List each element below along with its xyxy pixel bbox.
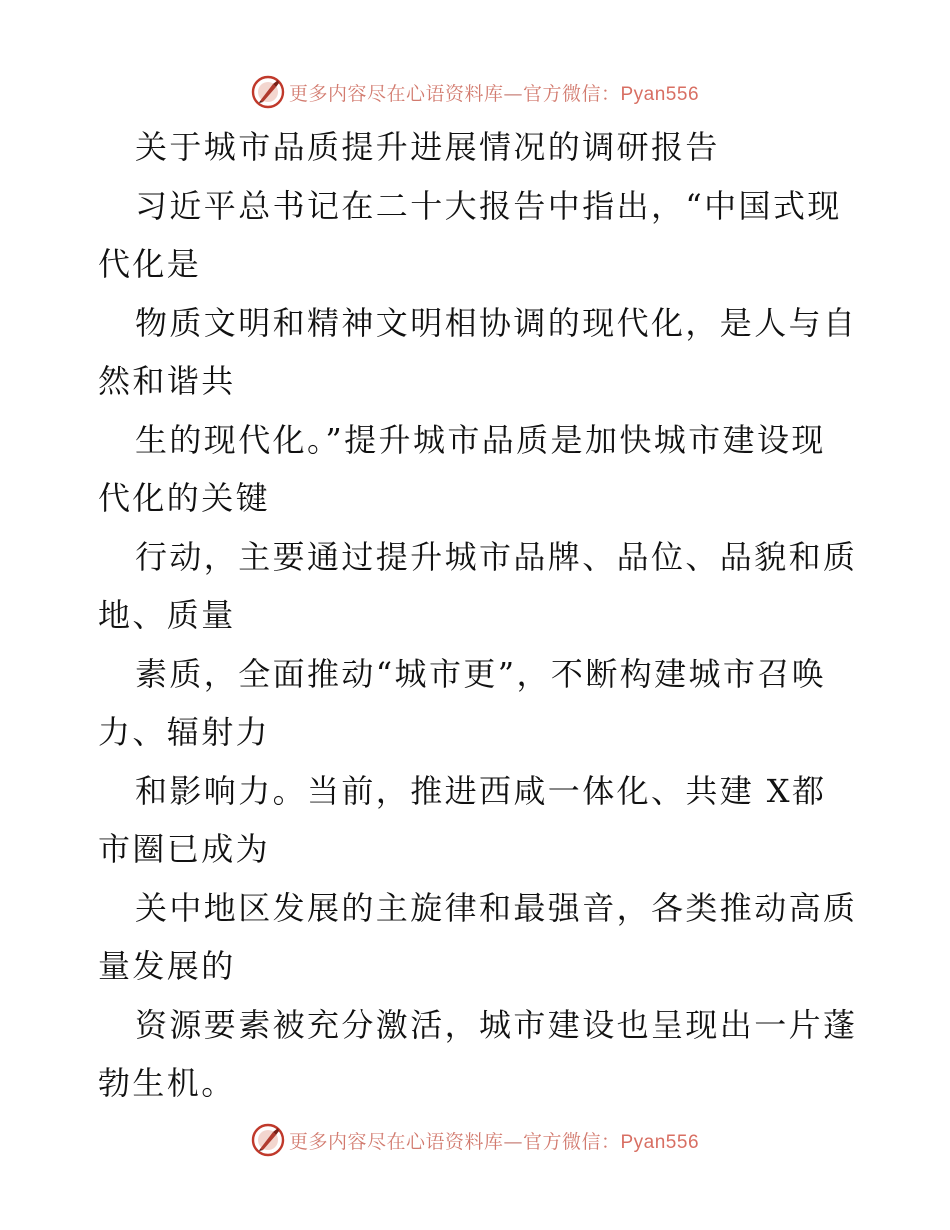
paragraph-line: 地、质量 — [98, 596, 236, 634]
paragraph-line: 力、辐射力 — [98, 713, 271, 751]
watermark-wechat-label: 官方微信： — [522, 1130, 621, 1153]
paragraph-line: 市圈已成为 — [98, 830, 271, 868]
paragraph-line: 关中地区发展的主旋律和最强音，各类推动高质 — [135, 889, 858, 927]
paragraph-line: 生的现代化。”提升城市品质是加快城市建设现 — [135, 421, 826, 459]
watermark-wechat-label: 官方微信： — [522, 82, 621, 105]
watermark-text — [289, 1127, 699, 1154]
paragraph-line: 勃生机。 — [98, 1064, 236, 1102]
watermark-brand: 更多内容尽在心语资料库 — [288, 1130, 504, 1153]
paragraph-line: 和影响力。当前，推进西咸一体化、共建 X都 — [135, 772, 827, 810]
paragraph-line: 量发展的 — [98, 947, 236, 985]
document-title: 关于城市品质提升进展情况的调研报告 — [135, 128, 720, 166]
watermark-separator: — — [503, 1130, 523, 1153]
paragraph-line: 代化的关键 — [98, 479, 271, 517]
paragraph-line: 然和谐共 — [98, 362, 236, 400]
paragraph-line: 代化是 — [98, 245, 202, 283]
paragraph-line: 资源要素被充分激活，城市建设也呈现出一片蓬 — [135, 1006, 858, 1044]
paragraph-line: 行动，主要通过提升城市品牌、品位、品貌和质 — [135, 538, 858, 576]
quill-logo-icon — [251, 1123, 285, 1157]
paragraph-line: 素质，全面推动“城市更”，不断构建城市召唤 — [135, 655, 827, 693]
watermark-brand: 更多内容尽在心语资料库 — [288, 82, 504, 105]
watermark-wechat-id: Pyan556 — [620, 1131, 700, 1153]
paragraph-line: 习近平总书记在二十大报告中指出，“中国式现 — [135, 187, 842, 225]
footer-watermark — [0, 1120, 950, 1160]
watermark-wechat-id: Pyan556 — [620, 83, 700, 105]
watermark-separator: — — [503, 82, 523, 105]
paragraph-line: 物质文明和精神文明相协调的现代化，是人与自 — [135, 304, 858, 342]
